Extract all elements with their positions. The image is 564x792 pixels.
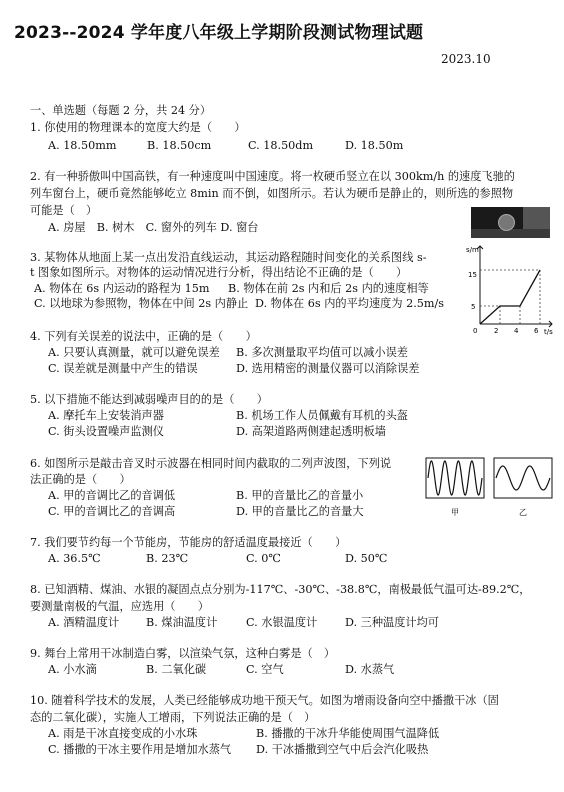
q6-option-b: B. 甲的音量比乙的音量小 xyxy=(236,489,364,502)
q4-option-c: C. 误差就是测量中产生的错误 xyxy=(48,362,198,375)
question-10-stem-line2: 态的二氧化碳），实施人工增雨，下列说法正确的是（ ） xyxy=(30,711,316,724)
question-2-stem-line2: 列车窗台上，硬币竟然能够屹立 8min 而不倒，如图所示。若认为硬币是静止的，则所选的参照物 xyxy=(30,187,514,200)
yi-waveform xyxy=(496,466,550,490)
question-1-stem: 1. 你使用的物理课本的宽度大约是（ ） xyxy=(30,121,246,134)
q7-option-d: D. 50℃ xyxy=(345,552,388,565)
question-3-stem-line2: t 图象如图所示。对物体的运动情况进行分析，得出结论不正确的是（ ） xyxy=(30,266,408,279)
q10-option-b: B. 播撒的干冰升华能使周围气温降低 xyxy=(256,727,440,740)
coin-icon xyxy=(498,214,515,231)
x-tick-0: 0 xyxy=(473,327,478,335)
q5-option-c: C. 街头设置噪声监测仪 xyxy=(48,425,164,438)
question-9-stem: 9. 舞台上常用干冰制造白雾，以渲染气氛，这种白雾是（ ） xyxy=(30,647,336,660)
y-tick-5: 5 xyxy=(471,303,476,311)
q8-option-a: A. 酒精温度计 xyxy=(48,616,120,629)
question-2-stem-line3: 可能是（ ） xyxy=(30,204,98,217)
q3-option-b: B. 物体在前 2s 内和后 2s 内的速度相等 xyxy=(228,282,429,295)
q6-option-a: A. 甲的音调比乙的音调低 xyxy=(48,489,176,502)
q10-option-c: C. 播撒的干冰主要作用是增加水蒸气 xyxy=(48,743,232,756)
q10-option-d: D. 干冰播撒到空气中后会汽化吸热 xyxy=(256,743,429,756)
y-axis-label: s/m xyxy=(466,246,479,254)
x-axis-label: t/s xyxy=(544,328,553,336)
x-tick-6: 6 xyxy=(534,327,539,335)
q7-option-c: C. 0℃ xyxy=(246,552,281,565)
question-8-stem-line1: 8. 已知酒精、煤油、水银的凝固点点分别为-117℃、-30℃、-38.8℃，南极最低气温可达-89.2℃， xyxy=(30,583,531,596)
q3-option-d: D. 物体在 6s 内的平均速度为 2.5m/s xyxy=(255,297,444,310)
x-tick-4: 4 xyxy=(514,327,519,335)
waveform-figure xyxy=(425,455,555,521)
q7-option-a: A. 36.5℃ xyxy=(48,552,101,565)
q9-option-c: C. 空气 xyxy=(246,663,284,676)
q4-option-b: B. 多次测量取平均值可以减小误差 xyxy=(236,346,408,359)
q1-option-d: D. 18.50m xyxy=(345,139,404,152)
window-sill xyxy=(471,229,550,238)
q10-option-a: A. 雨是干冰直接变成的小水珠 xyxy=(48,727,198,740)
q5-option-d: D. 高架道路两侧建起透明板墙 xyxy=(236,425,386,438)
q9-option-b: B. 二氧化碳 xyxy=(146,663,207,676)
question-2-stem-line1: 2. 有一种骄傲叫中国高铁，有一种速度叫中国速度。将一枚硬币竖立在以 300km/h 的速度飞驰的 xyxy=(30,170,515,183)
x-tick-2: 2 xyxy=(494,327,499,335)
q8-option-b: B. 煤油温度计 xyxy=(146,616,218,629)
q1-option-b: B. 18.50cm xyxy=(147,139,212,152)
jia-label: 甲 xyxy=(451,508,459,517)
q2-options: A. 房屋 B. 树木 C. 窗外的列车 D. 窗台 xyxy=(48,221,259,234)
q3-option-c: C. 以地球为参照物，物体在中间 2s 内静止 xyxy=(34,297,249,310)
question-10-stem-line1: 10. 随着科学技术的发展，人类已经能够成功地干预天气。如图为增雨设备向空中播撒干冰（固 xyxy=(30,694,499,707)
q6-option-c: C. 甲的音调比乙的音调高 xyxy=(48,505,176,518)
page-title: 2023--2024 学年度八年级上学期阶段测试物理试题 xyxy=(14,23,424,43)
q3-option-a: A. 物体在 6s 内运动的路程为 15m xyxy=(34,282,210,295)
q9-option-a: A. 小水滴 xyxy=(48,663,97,676)
yi-label: 乙 xyxy=(519,508,527,517)
question-4-stem: 4. 下列有关误差的说法中，正确的是（ ） xyxy=(30,330,257,343)
q1-option-a: A. 18.50mm xyxy=(48,139,117,152)
coin-train-photo xyxy=(471,207,550,238)
q4-option-d: D. 选用精密的测量仪器可以消除误差 xyxy=(236,362,420,375)
question-5-stem: 5. 以下措施不能达到减弱噪声目的的是（ ） xyxy=(30,393,268,406)
q7-option-b: B. 23℃ xyxy=(146,552,189,565)
section-heading: 一、单选题（每题 2 分，共 24 分） xyxy=(30,104,212,117)
q8-option-d: D. 三种温度计均可 xyxy=(345,616,439,629)
jia-waveform xyxy=(428,461,482,495)
q4-option-a: A. 只要认真测量，就可以避免误差 xyxy=(48,346,220,359)
q9-option-d: D. 水蒸气 xyxy=(345,663,395,676)
question-6-stem-line1: 6. 如图所示是敲击音叉时示波器在相同时间内截取的二列声波图，下列说 xyxy=(30,457,392,470)
st-graph xyxy=(462,240,558,336)
q5-option-b: B. 机场工作人员佩戴有耳机的头盔 xyxy=(236,409,408,422)
window-glare xyxy=(523,207,550,229)
question-7-stem: 7. 我们要节约每一个节能房，节能房的舒适温度最接近（ ） xyxy=(30,536,347,549)
question-8-stem-line2: 要测量南极的气温，应选用（ ） xyxy=(30,600,210,613)
q6-option-d: D. 甲的音量比乙的音量大 xyxy=(236,505,364,518)
q8-option-c: C. 水银温度计 xyxy=(246,616,318,629)
question-6-stem-line2: 法正确的是（ ） xyxy=(30,473,131,486)
y-tick-15: 15 xyxy=(468,271,477,279)
q1-option-c: C. 18.50dm xyxy=(248,139,314,152)
exam-date: 2023.10 xyxy=(441,52,491,66)
q5-option-a: A. 摩托车上安装消声器 xyxy=(48,409,164,422)
question-3-stem-line1: 3. 某物体从地面上某一点出发沿直线运动，其运动路程随时间变化的关系图线 s- xyxy=(30,251,427,264)
st-series-line xyxy=(480,270,540,324)
